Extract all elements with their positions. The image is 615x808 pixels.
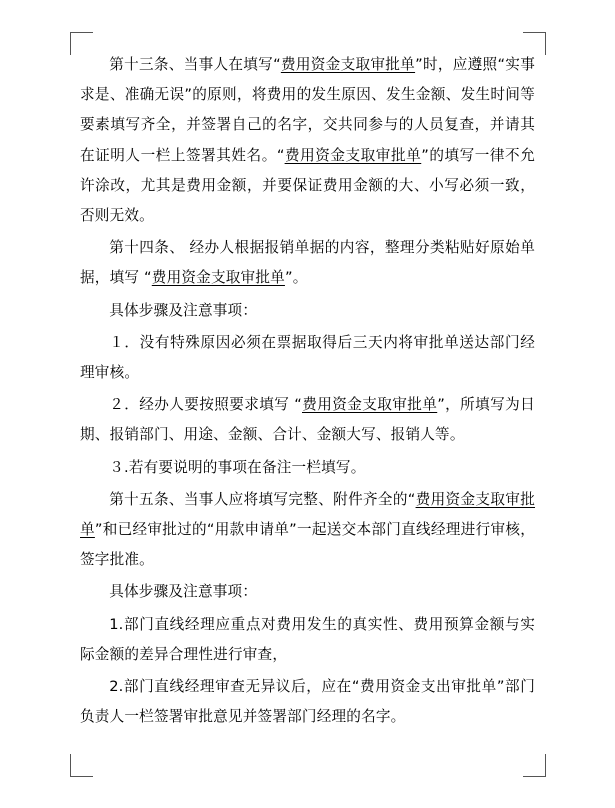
text-run: １．没有特殊原因必须在票据取得后三天内将审批单送达部门经理审核。: [80, 333, 535, 382]
underlined-term: 费用资金支取审批单: [302, 396, 438, 414]
text-run: ”时，应遵照“实事求是、准确无误”的原则，将费用的发生原因、发生金额、发生时间等要素填写齐全，并签署自己的名字，交共同参与的人员复查，并请其在证明人一栏上签署其姓名。“: [80, 56, 536, 164]
paragraph-step-1: [80, 328, 535, 388]
paragraph-steps-notice-2: [80, 577, 535, 607]
text-run: ２．经办人要按照要求填写 “: [109, 396, 302, 414]
paragraph-step-5: [80, 672, 535, 732]
crop-mark-bottom-right: [523, 754, 546, 777]
underlined-term: 费用资金支取审批单: [80, 490, 536, 539]
text-run: 第十四条、 经办人根据报销单据的内容，整理分类粘贴好原始单据，填写 “: [80, 239, 535, 287]
crop-mark-bottom-left: [70, 754, 93, 777]
paragraph-step-3: [80, 453, 535, 483]
paragraph-article-14: [80, 233, 535, 293]
underlined-term: 费用资金支取审批单: [280, 56, 416, 73]
text-run: ”和已经审批过的“用款申请单”一起送交本部门直线经理进行审核，签字批准。: [80, 521, 536, 569]
text-run: 第十五条、当事人应将填写完整、附件齐全的“: [109, 490, 416, 508]
text-run: 具体步骤及注意事项：: [109, 301, 258, 319]
text-run: 具体步骤及注意事项：: [109, 583, 258, 601]
document-body: [80, 50, 535, 734]
text-run: ”，所填写为日期、报销部门、用途、金额、合计、金额大写、报销人等。: [80, 396, 535, 444]
text-run: 2.部门直线经理审查无异议后，应在“费用资金支出审批单”部门负责人一栏签署审批意见并签署部门经理的名字。: [80, 678, 535, 726]
underlined-term: 费用资金支取审批单: [151, 269, 285, 287]
paragraph-steps-notice-1: [80, 296, 535, 326]
paragraph-step-4: [80, 610, 535, 670]
text-run: ”。: [284, 269, 308, 287]
text-run: 第十三条、当事人在填写“: [109, 56, 281, 73]
underlined-term: 费用资金支取审批单: [284, 146, 422, 164]
text-run: ”的填写一律不允许涂改，尤其是费用金额，并要保证费用金额的大、小写必须一致，否则无效。: [80, 146, 535, 225]
text-run: ３.若有要说明的事项在备注一栏填写。: [109, 458, 366, 476]
paragraph-article-13: [80, 50, 535, 231]
paragraph-step-2: [80, 390, 535, 450]
text-run: 1.部门直线经理应重点对费用发生的真实性、费用预算金额与实际金额的差异合理性进行审查，: [80, 615, 535, 663]
paragraph-article-15: [80, 485, 535, 576]
